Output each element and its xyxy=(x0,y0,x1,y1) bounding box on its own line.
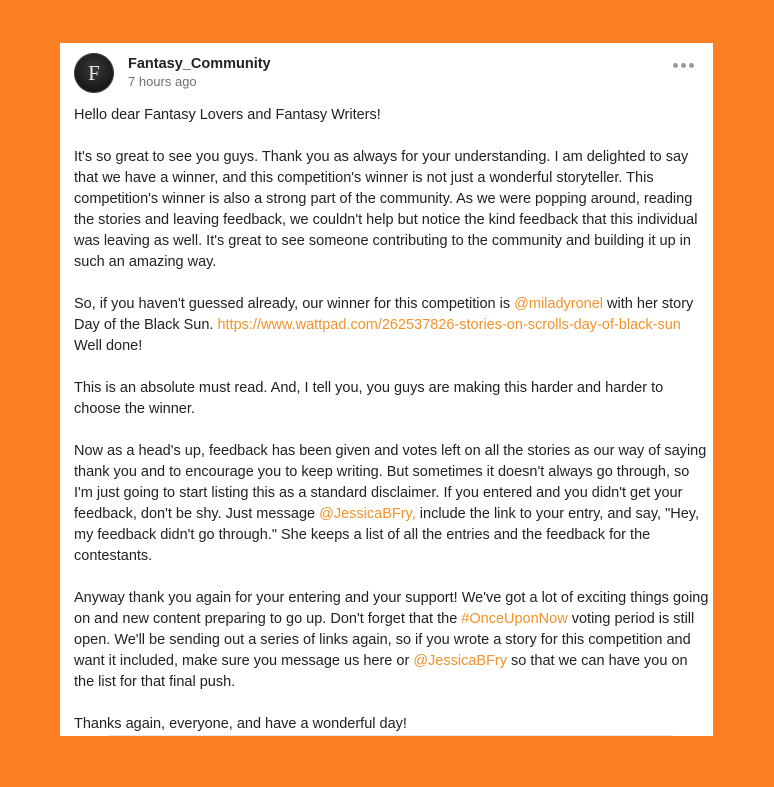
winner-mention-link[interactable]: @miladyronel xyxy=(514,296,604,312)
paragraph-must-read xyxy=(74,378,710,420)
post-timestamp: 7 hours ago xyxy=(128,74,197,89)
paragraph-text: Thanks again, everyone, and have a wonderful day! xyxy=(74,716,407,732)
paragraph-text: So, if you haven't guessed already, our winner for this competition is xyxy=(74,296,515,312)
paragraph-text: with her story Day of the Black Sun. xyxy=(74,296,694,333)
divider xyxy=(108,735,673,736)
paragraph-text: It's so great to see you guys. Thank you as always for your understanding. I am delighted to say that we have a winner, and this competition's winner is not just a wonderful storyteller. This competition's winner is also a strong part of the community. As we were popping around, reading the stories and leaving feedback, we couldn't help but notice the kind feedback that this individual was leaving as well. It's great to see someone contributing to the community and building it up in such an amazing way. xyxy=(74,149,698,270)
paragraph-winner xyxy=(74,294,710,357)
post-header xyxy=(74,53,271,93)
jessica-mention-link[interactable]: @JessicaBFry, xyxy=(319,506,416,522)
menu-dot xyxy=(689,63,694,68)
paragraph-closing xyxy=(74,714,710,735)
paragraph-text: Now as a head's up, feedback has been given and votes left on all the stories as our way of saying thank you and to encourage you to keep writing. But sometimes it doesn't always go through, so I'm just going to start listing this as a standard disclaimer. If you entered and you didn't get your feedback, don't be shy. Just message xyxy=(74,443,707,522)
paragraph-text: include the link to your entry, and say, "Hey, my feedback didn't go through." She keeps a list of all the entries and the feedback for the contestants. xyxy=(74,506,699,564)
paragraph-feedback xyxy=(74,441,710,567)
paragraph-text: Hello dear Fantasy Lovers and Fantasy Writers! xyxy=(74,107,381,123)
menu-dot xyxy=(681,63,686,68)
paragraph-text: voting period is still open. We'll be sending out a series of links again, so if you wrote a story for this competition and want it included, make sure you message us here or xyxy=(74,611,695,669)
paragraph-text: so that we can have you on the list for that final push. xyxy=(74,653,688,690)
menu-dot xyxy=(673,63,678,68)
paragraph-greeting xyxy=(74,105,710,126)
hashtag-link[interactable]: #OnceUponNow xyxy=(461,611,568,627)
paragraph-text: Anyway thank you again for your entering and your support! We've got a lot of exciting things going on and new content preparing to go up. Don't forget that the xyxy=(74,590,709,627)
avatar[interactable] xyxy=(74,53,114,93)
post-meta xyxy=(128,56,271,90)
jessica-mention-link-2[interactable]: @JessicaBFry xyxy=(413,653,508,669)
post-card xyxy=(60,43,713,736)
author-name[interactable]: Fantasy_Community xyxy=(128,56,271,72)
paragraph-intro xyxy=(74,147,710,273)
story-url-link[interactable]: https://www.wattpad.com/262537826-stories-on-scrolls-day-of-black-sun xyxy=(217,317,681,333)
paragraph-text: Well done! xyxy=(74,338,143,354)
paragraph-thanks xyxy=(74,588,710,693)
paragraph-text: This is an absolute must read. And, I tell you, you guys are making this harder and harder to choose the winner. xyxy=(74,380,664,417)
avatar-letter: F xyxy=(88,60,100,85)
more-horizontal-icon[interactable] xyxy=(671,59,696,72)
post-body xyxy=(74,105,710,736)
